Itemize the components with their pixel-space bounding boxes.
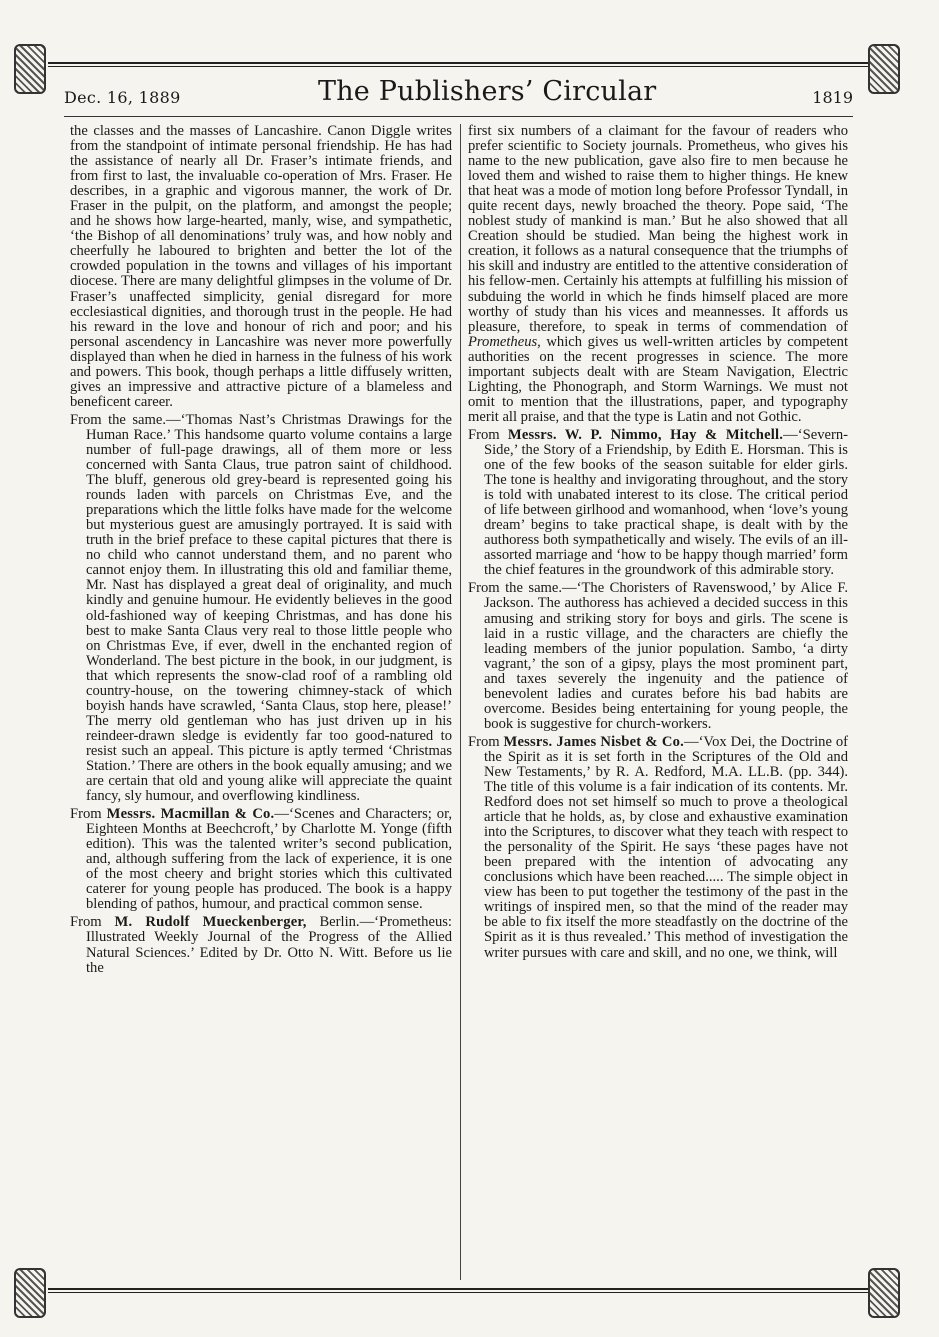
- entry-text: ‘Thomas Nast’s Christmas Drawings for the Human Race.’ This handsome quarto volume contains a large number of full-page drawings, all of them more or less concerned with Santa Claus, true patron saint of childhood. The bluff, generous old grey-beard is represented going his rounds laden with parcels on Christmas Eve, and the preparations which the little folks have made for the welcome but mysterious guest are amusingly portrayed. It is said with truth in the brief preface to these capital pictures that there is no child who cannot understand them, and no parent who cannot enjoy them. In illustrating this old and familiar theme, Mr. Nast has displayed a great deal of originality, and much kindly and genuine humour. He evidently believes in the good old-fashioned way of keeping Christmas, and has done his best to make Santa Claus very real to those little people who on Christmas Eve, if ever, dwell in the enchanted region of Wonderland. The best picture in the book, in our judgment, is that which represents the snow-clad roof of a rambling old country-house, on the towering chimney-stack of which boyish hands have scrawled, ‘Santa Claus, stop here, please!’ The merry old gentleman who has just driven up in his reindeer-drawn sledge is evidently far too good-natured to resist such an appeal. This picture is aptly termed ‘Christmas Station.’ There are others in the book equally amusing; and we are certain that old and young alike will appreciate the quaint fancy, sly humour, and overflowing kindliness.: [86, 411, 452, 805]
- entry-lead: From: [468, 733, 504, 750]
- left-bottom-ornament-icon: [14, 1268, 46, 1318]
- continuation-text: first six numbers of a claimant for the favour of readers who prefer scientific to Society journals. Prometheus, who gives his name to the new publication, gave also fire to men because he loved them and wished to raise them to higher things. He knew that heat was a mode of motion long before Professor Tyndall, in quite recent days, newly broached the theory. Pope said, ‘The noblest study of mankind is man.’ But he also showed that all Creation should be studied. Man being the highest work in creation, it follows as a natural consequence that the triumphs of his skill and industry are entitled to the attentive consideration of his fellow-men. Certainly his attempts at fulfilling his mission of subduing the world in which he finds himself placed are more worthy of study than his vices and meannesses. It affords us pleasure, therefore, to speak in terms of commendation of: [468, 123, 848, 335]
- left-column: [70, 124, 452, 979]
- publication-title: The Publishers’ Circular: [318, 76, 657, 107]
- entry-lead: From: [468, 426, 508, 443]
- review-entry: [468, 735, 848, 961]
- entry-publisher: M. Rudolf Mueckenberger,: [114, 914, 307, 931]
- right-top-ornament-icon: [868, 44, 900, 94]
- continuation-italic: Prometheus,: [468, 333, 541, 350]
- review-entry: [468, 581, 848, 731]
- review-entry: [70, 915, 452, 975]
- right-continuation-paragraph: [468, 124, 848, 425]
- entry-text: —‘Scenes and Characters; or, Eighteen Months at Beechcroft,’ by Charlotte M. Yonge (fifth edition). This was the talented writer’s second publication, and, although suffering from the lack of experience, it is one of the most cheery and bright stories which this cultivated caterer for young people has produced. The book is a happy blending of pathos, humour, and practical common sense.: [86, 806, 452, 913]
- entry-publisher: Messrs. James Nisbet & Co.: [503, 733, 684, 750]
- right-column: [468, 124, 848, 964]
- entry-publisher: Messrs. Macmillan & Co.: [106, 806, 275, 823]
- entry-text: —‘Vox Dei, the Doctrine of the Spirit as it is set forth in the Scriptures of the Old and New Testaments,’ by R. A. Redford, M.A. LL.B. (pp. 344). The title of this volume is a fair indication of its contents. Mr. Redford does not set himself so much to prove a theological article that he holds, as, by close and exhaustive examination into the Scriptures, to discover what they teach with respect to the personality of the Spirit. He says ‘these pages have not been prepared with the intention of advocating any conclusions which have been reached..... The simple object in view has been to put together the testimony of the past in the writings of inspired men, so that the mind of the reader may be able to fix itself the more steadfastly on the doctrine of the Spirit as it is thus revealed.’ This method of investigation the writer pursues with care and skill, and no one, we think, will: [484, 733, 848, 961]
- left-continuation-paragraph: the classes and the masses of Lancashire. Canon Diggle writes from the standpoint of intimate personal friendship. He has had the assistance of nearly all Dr. Fraser’s intimate friends, and from first to last, the invaluable co-operation of Mrs. Fraser. He describes, in a graphic and vigorous manner, the work of Dr. Fraser in the pulpit, on the platform, and amongst the people; and he shows how large-hearted, manly, wise, and sympathetic, ‘the Bishop of all denominations’ truly was, and how nobly and cheerfully he laboured to brighten and better the lot of the crowded population in the towns and villages of his important diocese. There are many delightful glimpses in the volume of Dr. Fraser’s unaffected simplicity, genial disregard for more ecclesiastical dignities, and thorough trust in the people. He had his reward in the love and honour of rich and poor; and his personal ascendency in Lancashire was never more powerfully displayed than when he died in harness in the fulness of his work and powers. This book, though perhaps a little diffusely written, gives an impressive and attractive picture of a blameless and beneficent career.: [70, 123, 452, 410]
- entry-lead: From: [70, 806, 107, 823]
- column-divider: [460, 124, 461, 1280]
- continuation-text-end: which gives us well-written articles by competent authorities on the recent progresses in science. The more important subjects dealt with are Steam Navigation, Electric Lighting, the Phonograph, and Storm Warnings. We must not omit to mention that the illustrations, paper, and typography merit all praise, and that the type is Latin and not Gothic.: [468, 333, 848, 425]
- issue-date: Dec. 16, 1889: [64, 88, 181, 107]
- page-number: 1819: [812, 88, 853, 107]
- entry-text: Berlin.—‘Prometheus: Illustrated Weekly Journal of the Progress of the Allied Natural Sciences.’ Edited by Dr. Otto N. Witt. Before us lie the: [86, 914, 452, 976]
- top-border-rule-thin: [48, 66, 879, 67]
- entry-lead: From: [70, 914, 115, 931]
- entry-text: ‘The Choristers of Ravenswood,’ by Alice F. Jackson. The authoress has achieved a decided success in this amusing and striking story for boys and girls. The scene is laid in a rustic village, and the characters are chiefly the leading members of the junior population. Sambo, ‘a dirty vagrant,’ the son of a gipsy, plays the most prominent part, and taxes severely the ingenuity and the patience of benevolent ladies and curates before his bad habits are overcome. Besides being entertaining for young people, the book is suggestive for church-workers.: [484, 580, 848, 732]
- header-rule: [64, 116, 853, 117]
- bottom-border-rule: [48, 1288, 879, 1290]
- top-border-rule: [48, 62, 879, 64]
- bottom-border-rule-thin: [48, 1292, 879, 1293]
- entry-lead: From the same.—: [468, 580, 577, 597]
- right-bottom-ornament-icon: [868, 1268, 900, 1318]
- entry-publisher: Messrs. W. P. Nimmo, Hay & Mitchell.: [507, 426, 784, 443]
- review-entry: [70, 413, 452, 804]
- review-entry: [70, 807, 452, 912]
- review-entry: [468, 428, 848, 578]
- entry-text: —‘Severn-Side,’ the Story of a Friendship, by Edith E. Horsman. This is one of the few books of the season suitable for elder girls. The tone is healthy and invigorating throughout, and the story is told with unabated interest to its close. The critical period of life between girlhood and womanhood, when ‘love’s young dream’ begins to take practical shape, is dealt with by the authoress both sympathetically and wisely. The evils of an ill-assorted marriage and ‘how to be happy though married’ form the chief features in the groundwork of this admirable story.: [484, 426, 848, 579]
- left-top-ornament-icon: [14, 44, 46, 94]
- entry-lead: From the same.—: [70, 411, 181, 428]
